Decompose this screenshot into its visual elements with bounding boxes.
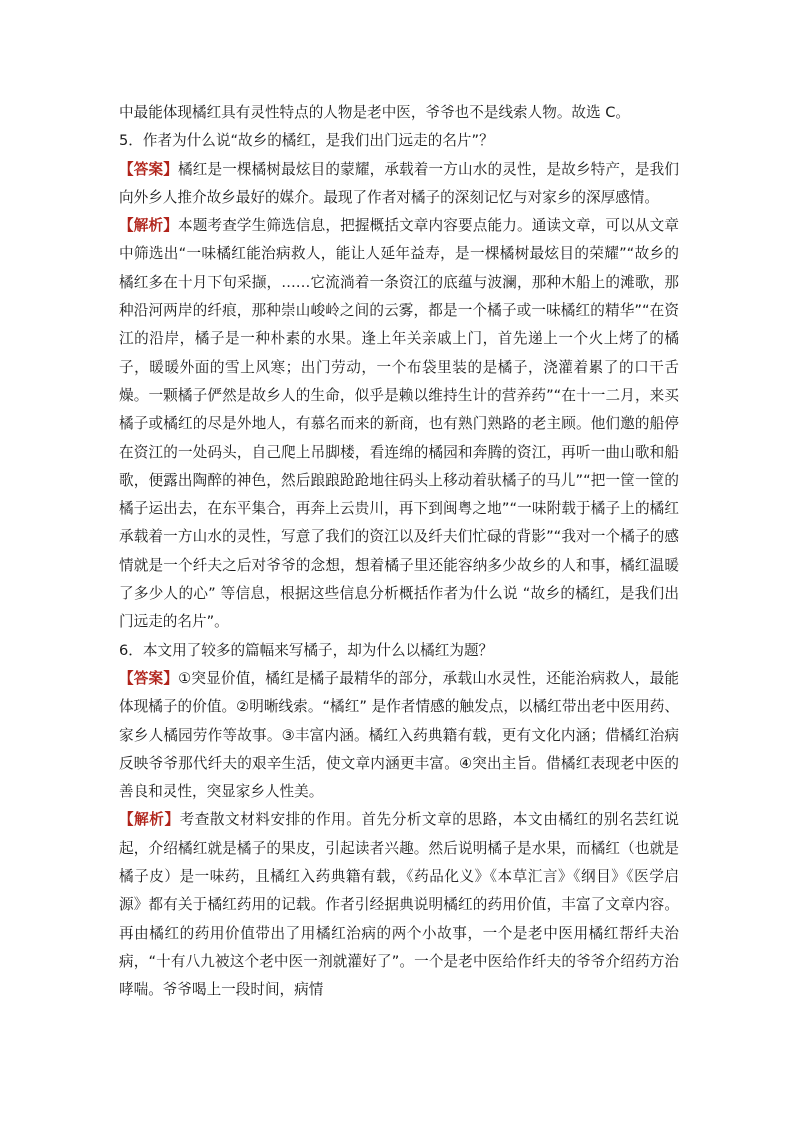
answer-text: ①突显价值，橘红是橘子最精华的部分，承载山水灵性，还能治病救人，最能体现橘子的价值。②明晰线索。“橘红” 是作者情感的触发点，以橘红带出老中医用药、家乡人橘园劳作等故事。③丰富内涵。橘红入药典籍有载，更有文化内涵；借橘红治病反映爷爷那代纤夫的艰辛生活，使文章内涵更丰富。④突出主旨。借橘红表现老中医的善良和灵性，突显家乡人性美。 <box>119 669 679 801</box>
answer-tag: 【答案】 <box>119 669 179 687</box>
analysis-text: 考查散文材料安排的作用。首先分析文章的思路，本文由橘红的别名芸红说起，介绍橘红就是橘子的果皮，引起读者兴趣。然后说明橘子是水果，而橘红（也就是橘子皮）是一味药，且橘红入药典籍有载，《药品化义》《本草汇言》《纲目》《医学启源》都有关于橘红药用的记载。作者引经据典说明橘红的药用价值，丰富了文章内容。再由橘红的药用价值带出了用橘红治病的两个小故事，一个是老中医用橘红帮纤夫治病，“十有八九被这个老中医一剂就灌好了”。一个是老中医给作纤夫的爷爷介绍药方治哮喘。爷爷喝上一段时间，病情 <box>119 811 679 999</box>
analysis-tag: 【解析】 <box>119 811 180 829</box>
analysis-tag: 【解析】 <box>119 217 178 235</box>
analysis-6 <box>119 806 679 1004</box>
document-page <box>119 99 679 1005</box>
analysis-5 <box>119 212 679 636</box>
answer-text: 橘红是一棵橘树最炫目的蒙耀，承载着一方山水的灵性，是故乡特产，是我们向外乡人推介故乡最好的媒介。最现了作者对橘子的深刻记忆与对家乡的深厚感情。 <box>119 160 679 206</box>
question-5: 5．作者为什么说“故乡的橘红，是我们出门远走的名片”？ <box>119 132 494 150</box>
question-6: 6．本文用了较多的篇幅来写橘子，却为什么以橘红为题？ <box>119 641 494 659</box>
analysis-text: 本题考查学生筛选信息，把握概括文章内容要点能力。通读文章，可以从文章中筛选出“一味橘红能治病救人，能让人延年益寿，是一棵橘树最炫目的荣耀”“故乡的橘红多在十月下旬采撷，……它流淌着一条资江的底蕴与波澜，那种木船上的滩歌，那种沿河两岸的纤痕，那种崇山峻岭之间的云雾，都是一个橘子或一味橘红的精华”“在资江的沿岸，橘子是一种朴素的水果。逢上年关亲戚上门，首先递上一个火上烤了的橘子，暖暖外面的雪上风寒；出门劳动，一个布袋里装的是橘子，浇灌着累了的口干舌燥。一颗橘子俨然是故乡人的生命，似乎是赖以维持生计的营养药”“在十一二月，来买橘子或橘红的尽是外地人，有慕名而来的新商，也有熟门熟路的老主顾。他们邀的船停在资江的一处码头，自己爬上吊脚楼，看连绵的橘园和奔腾的资江，再听一曲山歌和船歌，便露出陶醉的神色，然后踉踉跄跄地往码头上移动着驮橘子的马儿”“把一筐一筐的橘子运出去，在东平集合，再奔上云贵川，再下到闽粤之地”“一味附载于橘子上的橘红承载着一方山水的灵性，写意了我们的资江以及纤夫们忙碌的背影”“我对一个橘子的感情就是一个纤夫之后对爷爷的念想，想着橘子里还能容纳多少故乡的人和事，橘红温暖了多少人的心” 等信息，根据这些信息分析概括作者为什么说 “故乡的橘红，是我们出门远走的名片”。 <box>119 217 679 631</box>
paragraph-continuation: 中最能体现橘红具有灵性特点的人物是老中医，爷爷也不是线索人物。故选 C。 <box>119 104 631 121</box>
answer-tag: 【答案】 <box>119 160 178 178</box>
answer-6 <box>119 665 679 806</box>
answer-5 <box>119 156 679 213</box>
